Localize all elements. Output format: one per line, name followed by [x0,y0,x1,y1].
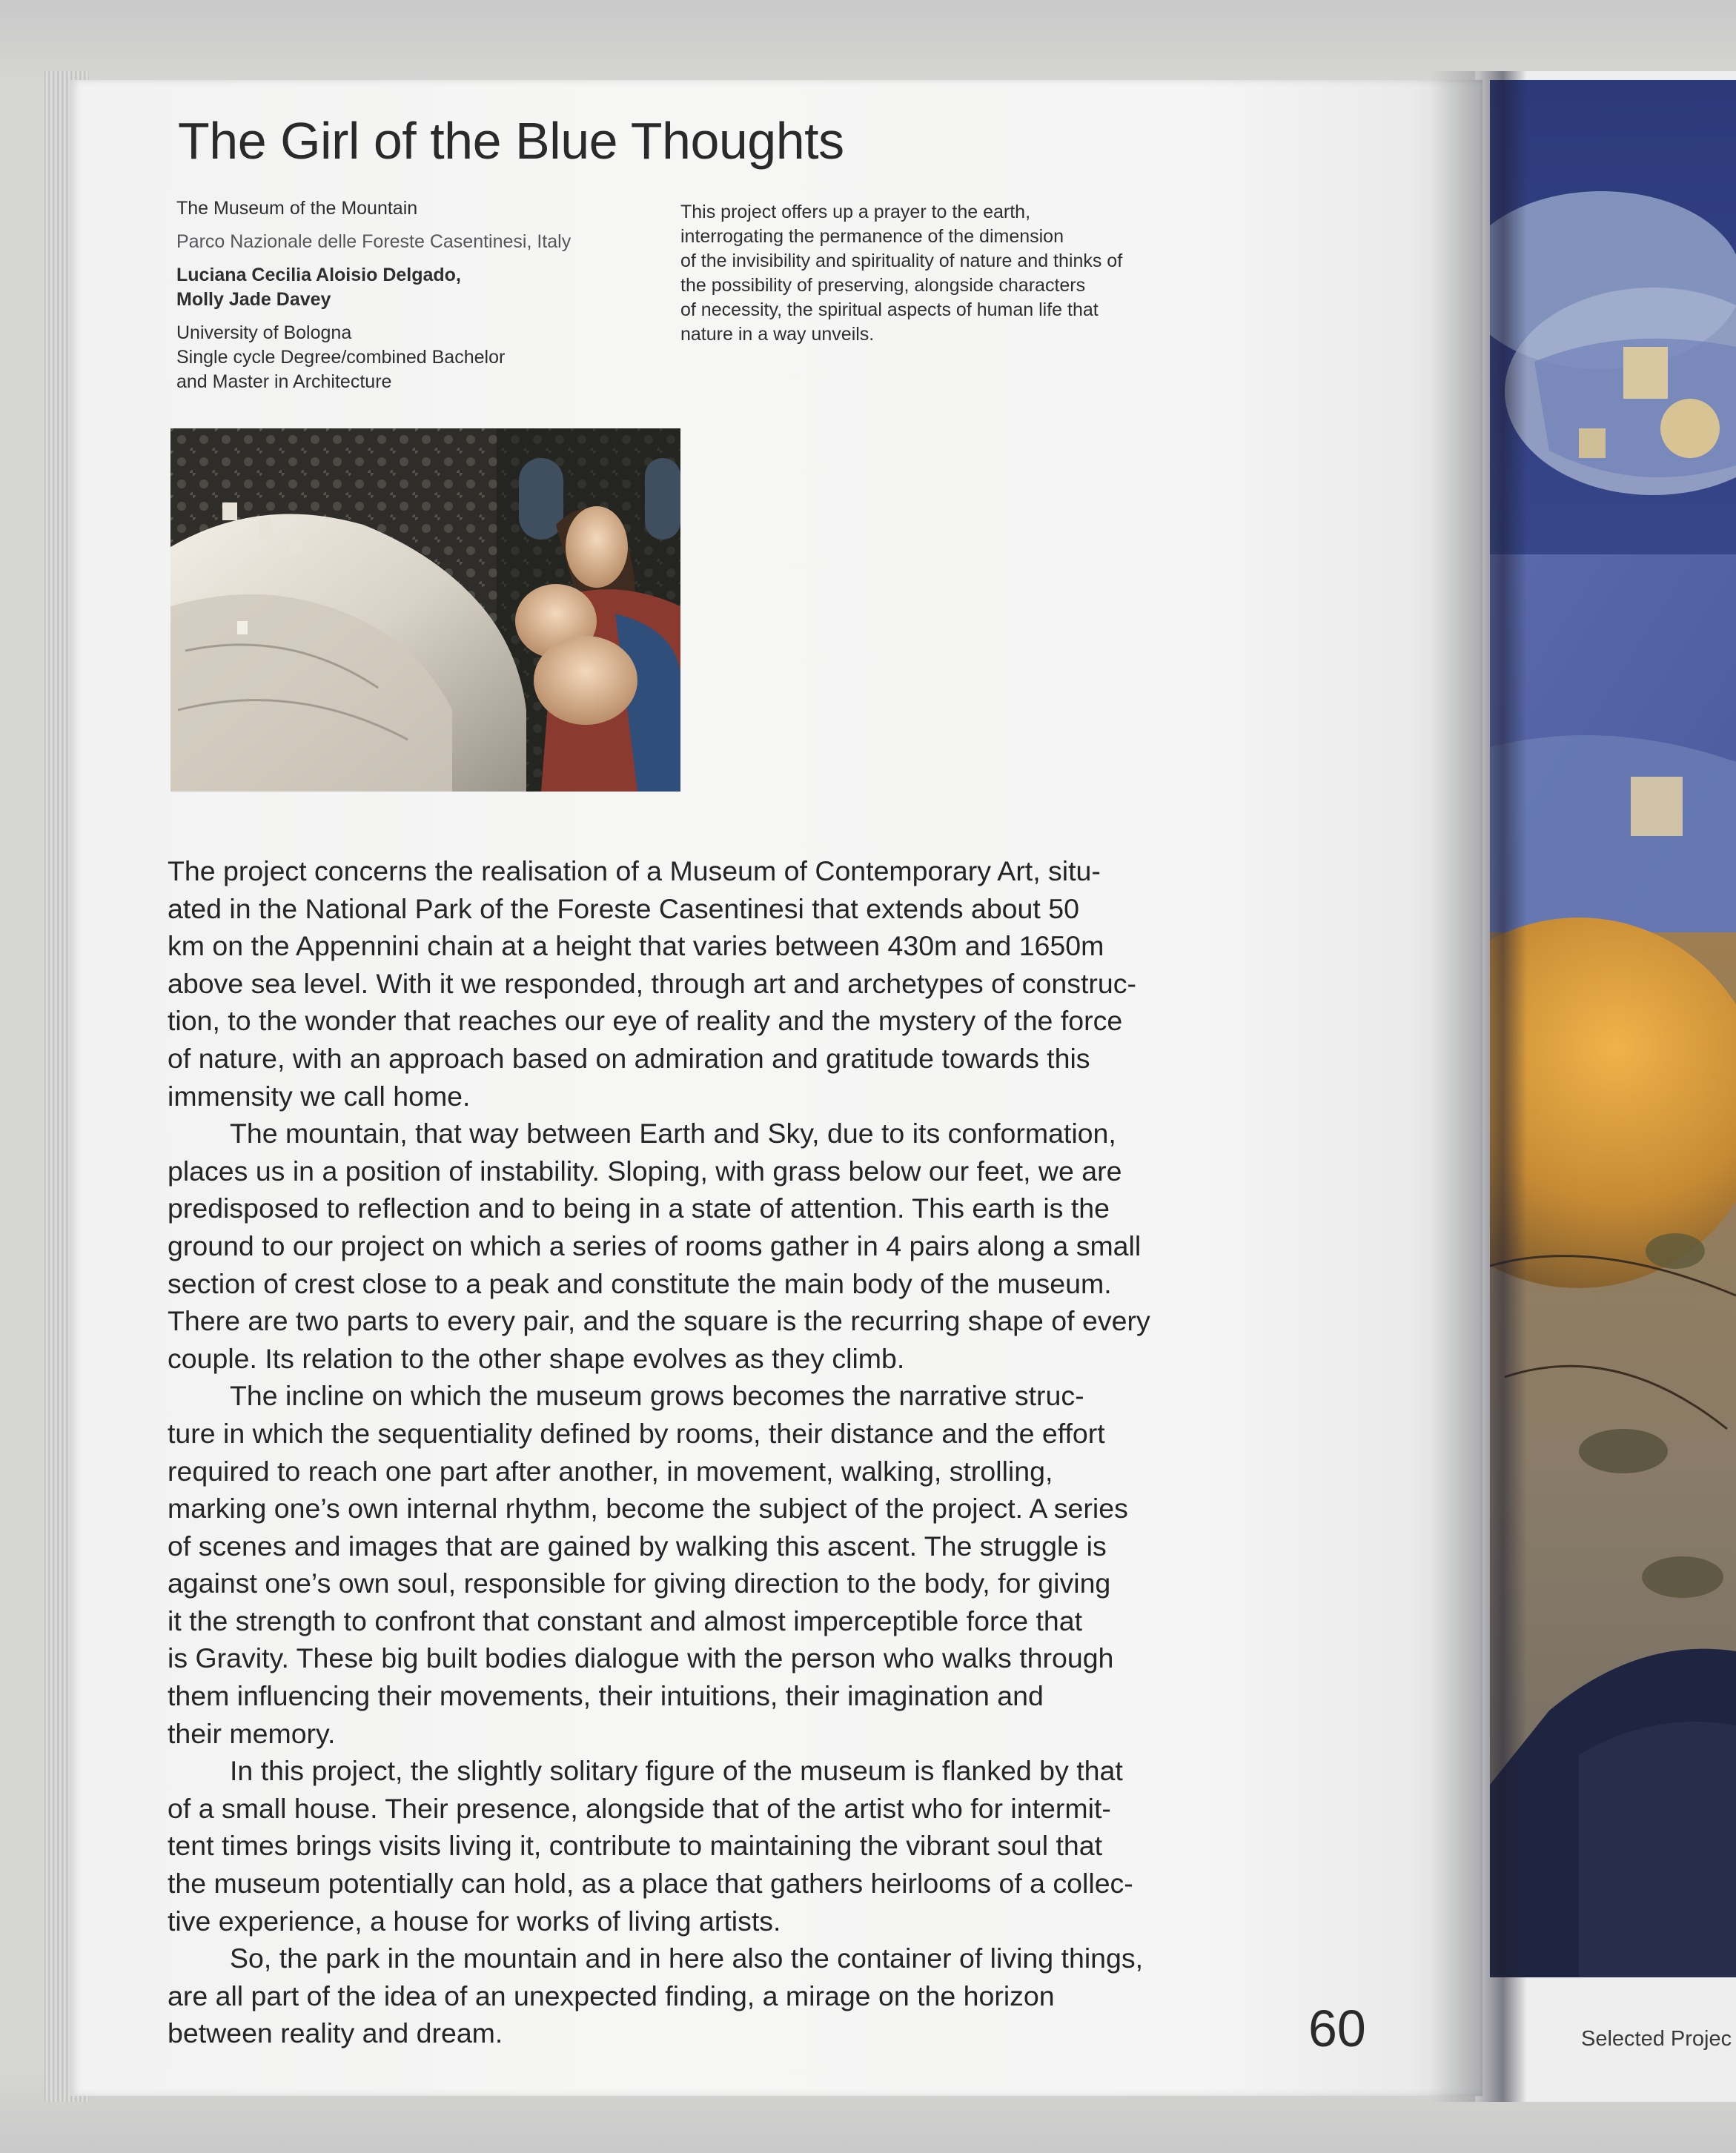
body-line: it the strength to confront that constant and almost imperceptible force that [168,1605,1083,1636]
body-line: There are two parts to every pair, and the square is the recurring shape of every [168,1305,1150,1337]
body-line: required to reach one part after another, in movement, walking, strolling, [168,1455,1053,1487]
body-line: km on the Appennini chain at a height that varies between 430m and 1650m [168,930,1104,962]
article-body [168,852,1228,2052]
body-paragraph-1 [168,852,1228,1115]
body-line: The mountain, that way between Earth and Sky, due to its conformation, [230,1118,1116,1150]
project-abstract [680,200,1214,347]
project-credits [176,196,658,394]
degree-line-1: Single cycle Degree/combined Bachelor [176,347,506,368]
author-line-2: Molly Jade Davey [176,289,331,310]
body-line: So, the park in the mountain and in here also the container of living things, [230,1943,1144,1974]
body-paragraph-3 [168,1377,1228,1752]
abstract-line: of the invisibility and spirituality of nature and thinks of [680,251,1123,271]
body-line: ated in the National Park of the Foreste Casentinesi that extends about 50 [168,892,1079,924]
abstract-line: This project offers up a prayer to the earth, [680,202,1031,222]
body-line: are all part of the idea of an unexpected finding, a mirage on the horizon [168,1980,1055,2011]
body-paragraph-2 [168,1115,1228,1377]
body-line: couple. Its relation to the other shape evolves as they climb. [168,1342,905,1374]
collage-illustration [1490,80,1736,1977]
page-number: 60 [1308,2000,1366,2057]
madonna-mountain-collage [170,428,680,792]
body-line: section of crest close to a peak and constitute the main body of the museum. [168,1267,1112,1299]
body-line: places us in a position of instability. Sloping, with grass below our feet, we are [168,1155,1122,1187]
body-line: between reality and dream. [168,2017,503,2049]
right-page-collage-image [1490,80,1736,1977]
body-line: their memory. [168,1717,336,1749]
body-line: them influencing their movements, their intuitions, their imagination and [168,1680,1044,1712]
project-location: Parco Nazionale delle Foreste Casentinesi, Italy [176,231,572,252]
body-line: above sea level. With it we responded, through art and archetypes of construc- [168,967,1136,999]
body-paragraph-4 [168,1752,1228,1940]
body-line: The project concerns the realisation of a Museum of Contemporary Art, situ- [168,855,1101,886]
body-line: of nature, with an approach based on admiration and gratitude towards this [168,1042,1090,1074]
project-collage-figure [170,428,680,792]
body-paragraph-5 [168,1940,1228,2052]
body-line: is Gravity. These big built bodies dialogue with the person who walks through [168,1642,1114,1674]
body-line: immensity we call home. [168,1080,471,1112]
abstract-line: interrogating the permanence of the dimension [680,226,1064,247]
body-line: the museum potentially can hold, as a place that gathers heirlooms of a collec- [168,1868,1133,1900]
body-line: tive experience, a house for works of living artists. [168,1905,781,1937]
body-line: tion, to the wonder that reaches our eye of reality and the mystery of the force [168,1005,1123,1037]
abstract-line: of necessity, the spiritual aspects of human life that [680,299,1099,320]
body-line: against one’s own soul, responsible for giving direction to the body, for giving [168,1568,1111,1599]
body-line: In this project, the slightly solitary figure of the museum is flanked by that [230,1755,1123,1787]
abstract-line: nature in a way unveils. [680,324,875,345]
body-line: of scenes and images that are gained by walking this ascent. The struggle is [168,1530,1107,1562]
abstract-line: the possibility of preserving, alongside characters [680,275,1086,296]
institution: University of Bologna [176,322,352,343]
body-line: The incline on which the museum grows becomes the narrative struc- [230,1380,1084,1412]
body-line: predisposed to reflection and to being in a state of attention. This earth is the [168,1192,1110,1224]
body-line: marking one’s own internal rhythm, become the subject of the project. A series [168,1493,1128,1525]
article-title: The Girl of the Blue Thoughts [178,112,844,170]
body-line: tent times brings visits living it, contribute to maintaining the vibrant soul that [168,1830,1103,1862]
body-line: of a small house. Their presence, alongside that of the artist who for intermit- [168,1792,1111,1824]
project-name: The Museum of the Mountain [176,198,418,219]
body-line: ground to our project on which a series of rooms gather in 4 pairs along a small [168,1230,1142,1261]
author-line-1: Luciana Cecilia Aloisio Delgado, [176,265,461,285]
running-footer: Selected Projec [1581,2027,1732,2051]
degree-line-2: and Master in Architecture [176,371,392,392]
body-line: ture in which the sequentiality defined by rooms, their distance and the effort [168,1417,1105,1449]
